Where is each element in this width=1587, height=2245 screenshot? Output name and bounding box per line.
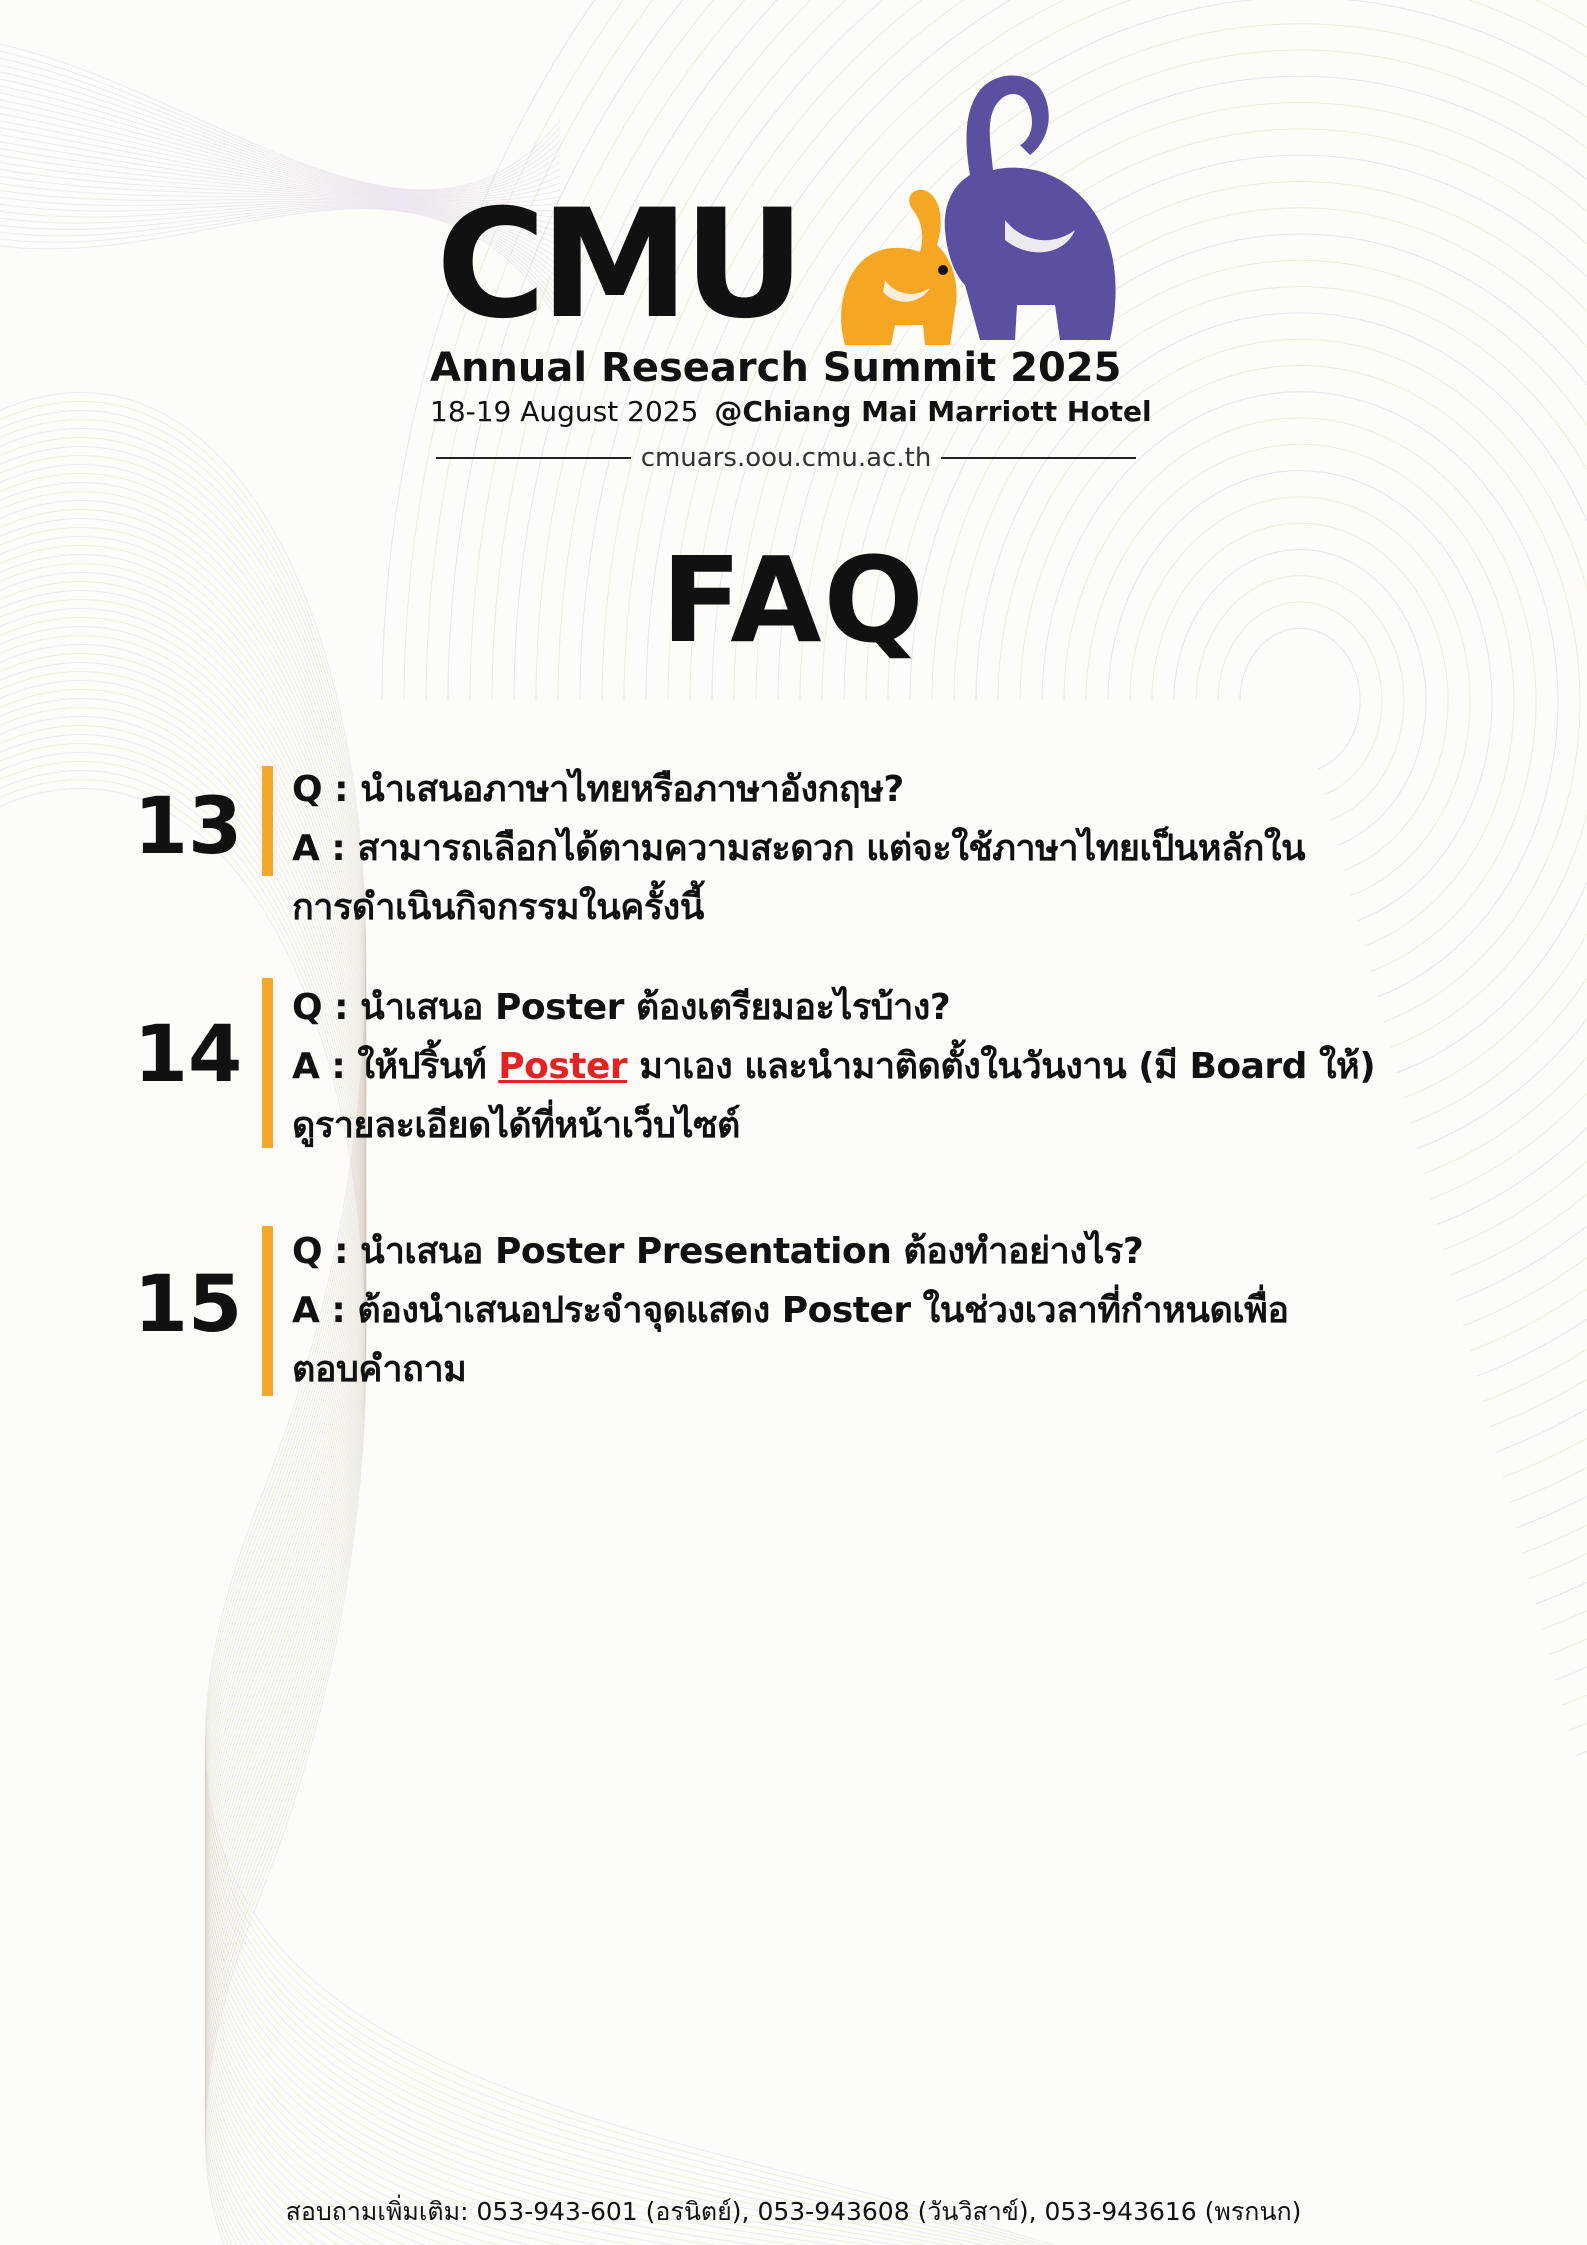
- logo-cmu-text: CMU: [436, 178, 800, 352]
- event-meta: [430, 395, 1152, 429]
- faq-answer-cont: ตอบคำถาม: [292, 1349, 467, 1390]
- faq-accent-bar: [262, 1226, 273, 1396]
- divider-line: [941, 457, 1136, 459]
- faq-content: [292, 1222, 1522, 1399]
- faq-answer-cont: การดำเนินกิจกรรมในครั้งนี้: [292, 887, 704, 928]
- answer-prefix: A :: [292, 1290, 346, 1331]
- faq-number: 15: [133, 1260, 243, 1350]
- event-date: 18-19 August 2025: [430, 395, 699, 428]
- faq-accent-bar: [262, 766, 273, 876]
- faq-question: [292, 760, 1522, 819]
- faq-number: 14: [133, 1010, 243, 1100]
- event-url: cmuars.oou.cmu.ac.th: [640, 443, 932, 473]
- faq-number: 13: [133, 782, 243, 872]
- faq-answer: [292, 1281, 1522, 1340]
- divider-line: [436, 457, 631, 459]
- answer-text: ต้องนำเสนอประจำจุดแสดง Poster ในช่วงเวลาที่กำหนดเพื่อ: [357, 1290, 1289, 1331]
- faq-content: [292, 760, 1522, 937]
- contact-footer: สอบถามเพิ่มเติม: 053-943-601 (อรนิตย์), 053-943608 (วันวิสาข์), 053-943616 (พรกนก): [285, 2197, 1302, 2226]
- faq-content: [292, 978, 1522, 1155]
- answer-text: ให้ปริ้นท์: [357, 1046, 487, 1087]
- event-name: Annual Research Summit 2025: [430, 345, 1122, 391]
- question-prefix: Q :: [292, 769, 349, 810]
- event-venue: @Chiang Mai Marriott Hotel: [714, 395, 1152, 428]
- event-url-row: [436, 438, 1136, 478]
- poster-link[interactable]: Poster: [498, 1046, 628, 1087]
- answer-text: มาเอง และนำมาติดตั้งในวันงาน (มี Board ให้): [639, 1046, 1376, 1087]
- question-text: นำเสนอ Poster ต้องเตรียมอะไรบ้าง?: [360, 987, 951, 1028]
- answer-prefix: A :: [292, 828, 346, 869]
- faq-accent-bar: [262, 978, 273, 1148]
- faq-question: [292, 1222, 1522, 1281]
- event-logo: [430, 70, 1150, 480]
- question-prefix: Q :: [292, 1231, 349, 1272]
- faq-question: [292, 978, 1522, 1037]
- elephants-logo-icon: [825, 70, 1135, 350]
- page-title: FAQ: [661, 531, 926, 669]
- question-text: นำเสนอภาษาไทยหรือภาษาอังกฤษ?: [360, 769, 904, 810]
- question-text: นำเสนอ Poster Presentation ต้องทำอย่างไร?: [360, 1231, 1144, 1272]
- answer-prefix: A :: [292, 1046, 346, 1087]
- faq-answer: [292, 819, 1522, 878]
- faq-answer-cont: ดูรายละเอียดได้ที่หน้าเว็บไซต์: [292, 1105, 740, 1146]
- faq-answer: [292, 1037, 1522, 1096]
- question-prefix: Q :: [292, 987, 349, 1028]
- answer-text: สามารถเลือกได้ตามความสะดวก แต่จะใช้ภาษาไทยเป็นหลักใน: [357, 828, 1306, 869]
